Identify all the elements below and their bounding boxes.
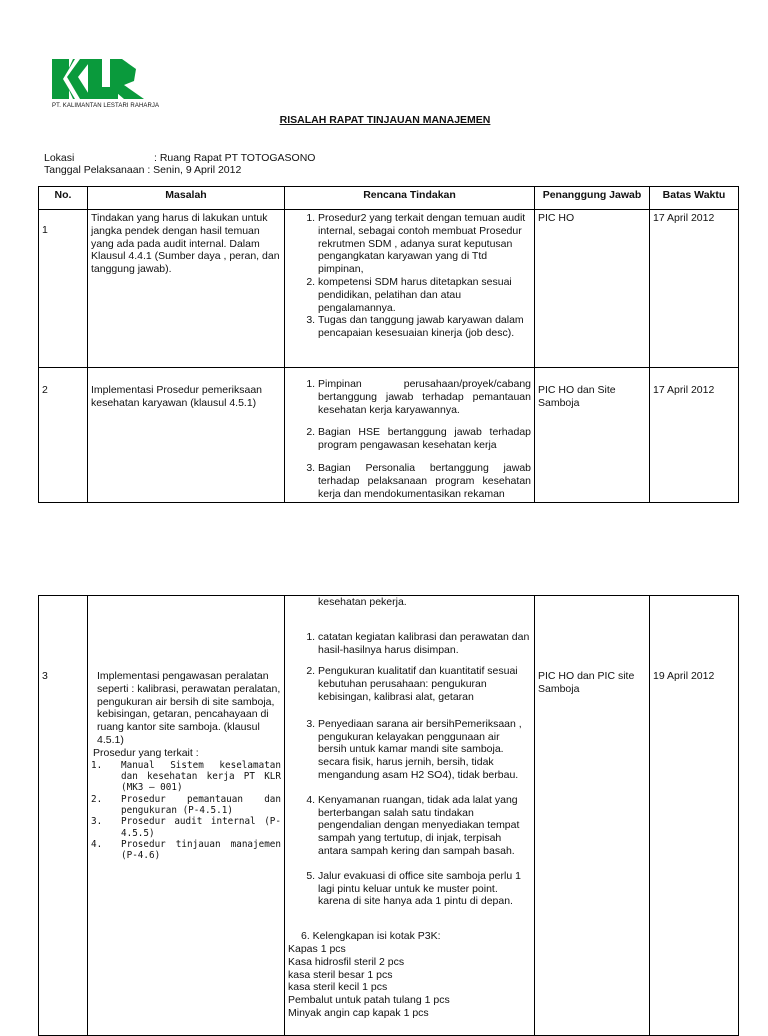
related-procedures-list xyxy=(91,760,281,862)
list-item: kasa steril besar 1 pcs xyxy=(288,968,393,981)
row-deadline: 17 April 2012 xyxy=(653,384,715,396)
row-pic: PIC HO dan PIC site Samboja xyxy=(538,670,635,695)
list-item: Kapas 1 pcs xyxy=(288,942,346,955)
list-item: 1. Prosedur2 yang terkait dengan temuan audit internal, sebagai contoh membuat Prosedur rekrutmen SDM , adanya surat keputusan pengangkatan karyawan yang di Ttd pimpinan, xyxy=(318,212,531,276)
row-masalah: Tindakan yang harus di lakukan untuk jangka pendek dengan hasil temuan yang ada pada audit internal. Dalam Klausul 4.4.1 (Sumber daya , peran, dan tanggung jawab). xyxy=(88,210,285,368)
list-item: 1. Pimpinan perusahaan/proyek/cabang bertanggung jawab terhadap pemantauan kesehatan kerja karyawannya. xyxy=(318,378,531,416)
list-item: 4. Kenyamanan ruangan, tidak ada lalat yang berterbangan salah satu tindakan pengendalian dengan menyediakan tempat sampah yang tertutup, di injak, terpisah antara sampah kering dan sampah basah. xyxy=(318,794,531,858)
table-row xyxy=(39,596,739,1036)
list-item: 3. Penyediaan sarana air bersihPemeriksaan , pengukuran kelayakan penggunaan air bersih untuk kamar mandi site samboja. secara fisik, harus jernih, bersih, tidak mengandung asam H2 SO4), tidak berbau. xyxy=(318,718,531,782)
list-item: Kasa hidrosfil steril 2 pcs xyxy=(288,955,405,968)
list-item: 3. Tugas dan tanggung jawab karyawan dalam pencapaian kesesuaian kinerja (job desc). xyxy=(318,314,531,340)
row-pic: PIC HO dan Site Samboja xyxy=(538,384,616,409)
list-item: Minyak angin cap kapak 1 pcs xyxy=(288,1006,429,1019)
row-number: 1 xyxy=(42,224,48,236)
list-item: 1. catatan kegiatan kalibrasi dan perawatan dan hasil-hasilnya harus disimpan. xyxy=(318,631,531,657)
minutes-table-1 xyxy=(38,186,739,503)
table-row xyxy=(39,368,739,503)
list-item: 2. Pengukuran kualitatif dan kuantitatif sesuai kebutuhan perusahaan: pengukuran kebisingan, kalibrasi alat, getaran xyxy=(318,665,531,703)
col-masalah: Masalah xyxy=(88,187,285,210)
document-title: RISALAH RAPAT TINJAUAN MANAJEMEN xyxy=(279,114,491,126)
table-header xyxy=(39,187,739,210)
row-pic: PIC HO xyxy=(535,210,650,368)
list-item: Pembalut untuk patah tulang 1 pcs xyxy=(288,994,450,1007)
minutes-table-2 xyxy=(38,595,739,1036)
date-label: Tanggal Pelaksanaan xyxy=(44,164,145,176)
list-item: 4. Prosedur tinjauan manajemen (P-4.6) xyxy=(91,838,281,862)
plan-list xyxy=(288,631,531,908)
meeting-meta xyxy=(44,152,315,176)
row-number: 2 xyxy=(42,384,48,396)
list-item: kasa steril kecil 1 pcs xyxy=(288,981,388,994)
p3k-title: 6. Kelengkapan isi kotak P3K: xyxy=(301,930,441,943)
location-label: Lokasi xyxy=(44,152,75,164)
col-pic: Penanggung Jawab xyxy=(535,187,650,210)
col-no: No. xyxy=(39,187,88,210)
list-item: 2. Bagian HSE bertanggung jawab terhadap program pengawasan kesehatan kerja xyxy=(318,426,531,452)
table-row xyxy=(39,210,739,368)
continued-text: kesehatan pekerja. xyxy=(318,596,407,608)
col-rencana: Rencana Tindakan xyxy=(285,187,535,210)
list-item: 3. Bagian Personalia bertanggung jawab terhadap pelaksanaan program kesehatan kerja dan mendokumentasikan rekaman xyxy=(318,462,531,500)
row-masalah: Implementasi Prosedur pemeriksaan kesehatan karyawan (klausul 4.5.1) xyxy=(91,384,262,409)
list-item: 1. Manual Sistem keselamatan dan kesehatan kerja PT KLR (MK3 – 001) xyxy=(91,759,281,794)
location-value: : Ruang Rapat PT TOTOGASONO xyxy=(154,152,316,164)
col-deadline: Batas Waktu xyxy=(650,187,739,210)
list-item: 2. Prosedur pemantauan dan pengukuran (P-4.5.1) xyxy=(91,793,281,816)
list-item: 2. kompetensi SDM harus ditetapkan sesuai pendidikan, pelatihan dan atau pengalamannya. xyxy=(318,276,531,314)
plan-list xyxy=(288,212,531,340)
row-deadline: 17 April 2012 xyxy=(650,210,739,368)
row-masalah: Implementasi pengawasan peralatan seperti : kalibrasi, perawatan peralatan, pengukuran air bersih di site samboja, kebisingan, getaran, pencahayaan di ruang kantor site samboja. (klausul 4.5.1) xyxy=(97,670,281,746)
related-procedures-title: Prosedur yang terkait : xyxy=(93,746,199,759)
plan-list xyxy=(288,378,531,500)
company-name: PT. KALIMANTAN LESTARI RAHARJA xyxy=(52,103,160,109)
date-value: : Senin, 9 April 2012 xyxy=(147,164,242,176)
row-deadline: 19 April 2012 xyxy=(653,670,715,682)
p3k-list xyxy=(288,943,531,1020)
list-item: 3. Prosedur audit internal (P-4.5.5) xyxy=(91,816,281,839)
list-item: 5. Jalur evakuasi di office site samboja perlu 1 lagi pintu keluar untuk ke muster point. karena di site hanya ada 1 pintu di depan. xyxy=(318,870,531,908)
row-number: 3 xyxy=(42,670,48,682)
